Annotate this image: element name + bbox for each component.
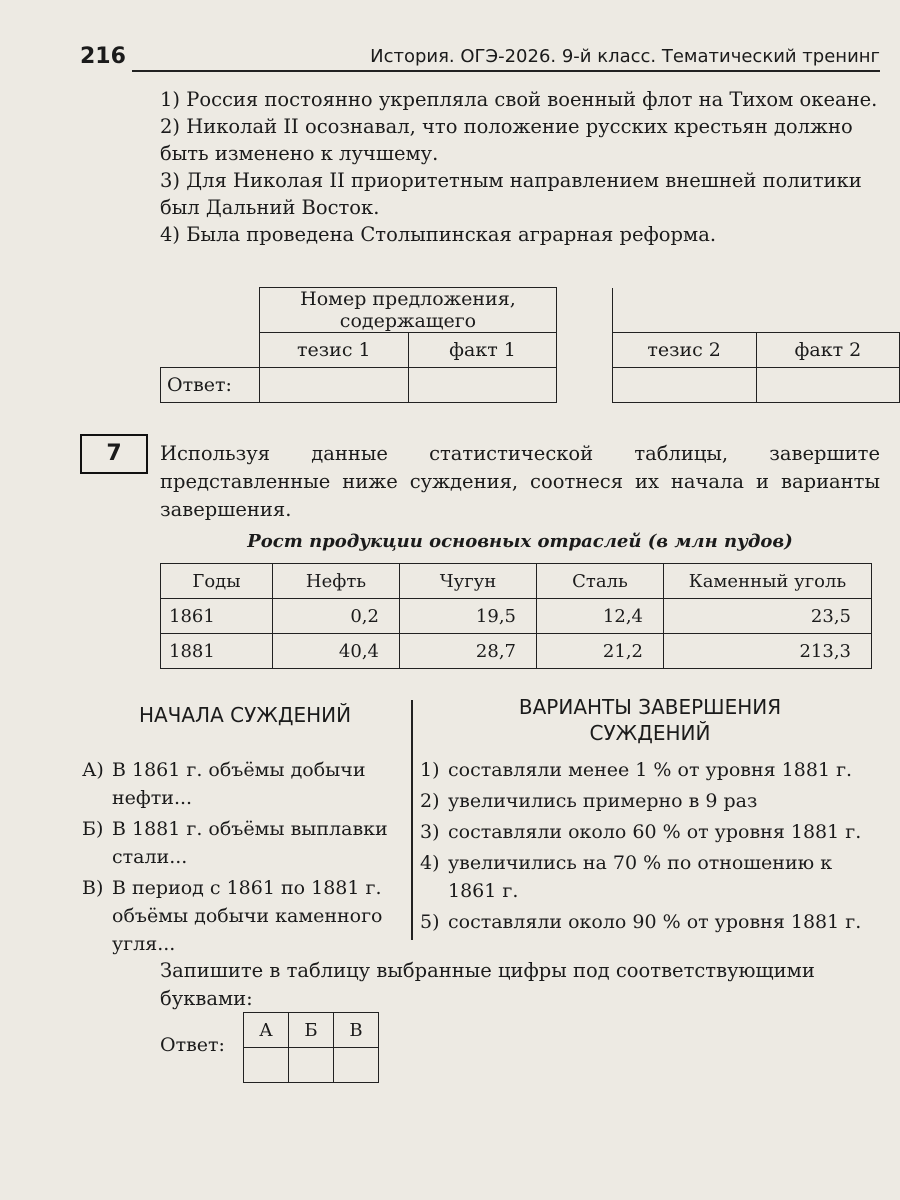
answer-cell[interactable] — [259, 368, 408, 403]
table-caption: Рост продукции основных отраслей (в млн пудов) — [247, 531, 793, 552]
answer-label: Ответ: — [160, 1034, 225, 1056]
statement-starts — [82, 756, 402, 961]
answer-label: Ответ: — [161, 368, 260, 403]
table-cell: 23,5 — [664, 599, 872, 634]
answer-cell[interactable] — [334, 1048, 379, 1083]
answer-cell[interactable] — [408, 368, 556, 403]
header-cell: Нефть — [273, 564, 400, 599]
table-header-row — [161, 564, 872, 599]
col-fact-1: факт 1 — [408, 333, 556, 368]
answer-cell[interactable] — [756, 368, 899, 403]
header-cell: Каменный уголь — [664, 564, 872, 599]
answer-letter: В — [334, 1013, 379, 1048]
answer-letter: А — [244, 1013, 289, 1048]
list-item: А) В 1861 г. объёмы добычи нефти... — [82, 759, 366, 809]
table-cell: 0,2 — [273, 599, 400, 634]
list-item: 5) составляли около 90 % от уровня 1881 г. — [420, 911, 862, 933]
table-cell: 21,2 — [537, 634, 664, 669]
table-cell: 1861 — [161, 599, 273, 634]
table-cell: 28,7 — [400, 634, 537, 669]
col-thesis-2: тезис 2 — [612, 333, 756, 368]
table-cell: 40,4 — [273, 634, 400, 669]
list-item: Б) В 1881 г. объёмы выплавки стали... — [82, 818, 388, 868]
write-instruction: Запишите в таблицу выбранные цифры под соответствующими буквами: — [160, 959, 815, 1010]
header-cell: Сталь — [537, 564, 664, 599]
column-divider — [411, 700, 413, 940]
list-item: 4) увеличились на 70 % по отношению к 1861 г. — [420, 852, 833, 902]
starts-title: НАЧАЛА СУЖДЕНИЙ — [138, 703, 352, 727]
header-cell: Чугун — [400, 564, 537, 599]
statement-endings — [420, 756, 880, 939]
answer-cell[interactable] — [289, 1048, 334, 1083]
list-item: 1) составляли менее 1 % от уровня 1881 г. — [420, 759, 853, 781]
prev-task-options — [160, 86, 880, 248]
table-row — [161, 599, 872, 634]
option-item: 4) Была проведена Столыпинская аграрная реформа. — [160, 223, 717, 246]
task-text: Используя данные статистической таблицы, завершите представленные ниже суждения, соотнеся их начала и варианты завершения. — [160, 442, 880, 521]
col-thesis-1: тезис 1 — [259, 333, 408, 368]
answer-table-header: Номер предложения, содержащего — [259, 288, 556, 333]
ends-title: ВАРИАНТЫ ЗАВЕРШЕНИЯ СУЖДЕНИЙ — [518, 695, 782, 745]
page-number: 216 — [80, 44, 126, 69]
statistics-table — [160, 563, 872, 669]
option-item: 3) Для Николая II приоритетным направлением внешней политики был Дальний Восток. — [160, 169, 862, 219]
list-item: В) В период с 1861 по 1881 г. объёмы добычи каменного угля... — [82, 877, 383, 955]
page-header — [80, 44, 880, 74]
table-cell: 12,4 — [537, 599, 664, 634]
option-item: 2) Николай II осознавал, что положение русских крестьян должно быть изменено к лучшему. — [160, 115, 853, 165]
header-rule — [132, 70, 880, 72]
table-row — [161, 634, 872, 669]
list-item: 3) составляли около 60 % от уровня 1881 г. — [420, 821, 862, 843]
option-item: 1) Россия постоянно укрепляла свой военный флот на Тихом океане. — [160, 88, 878, 111]
task-number-box: 7 — [80, 434, 148, 474]
header-cell: Годы — [161, 564, 273, 599]
answer-grid — [243, 1012, 379, 1083]
answer-table-theses — [160, 287, 900, 403]
answer-cell[interactable] — [244, 1048, 289, 1083]
table-cell: 213,3 — [664, 634, 872, 669]
table-cell: 1881 — [161, 634, 273, 669]
running-title: История. ОГЭ-2026. 9-й класс. Тематический тренинг — [370, 46, 880, 67]
answer-cell[interactable] — [612, 368, 756, 403]
answer-letter: Б — [289, 1013, 334, 1048]
table-cell: 19,5 — [400, 599, 537, 634]
list-item: 2) увеличились примерно в 9 раз — [420, 790, 758, 812]
col-fact-2: факт 2 — [756, 333, 899, 368]
